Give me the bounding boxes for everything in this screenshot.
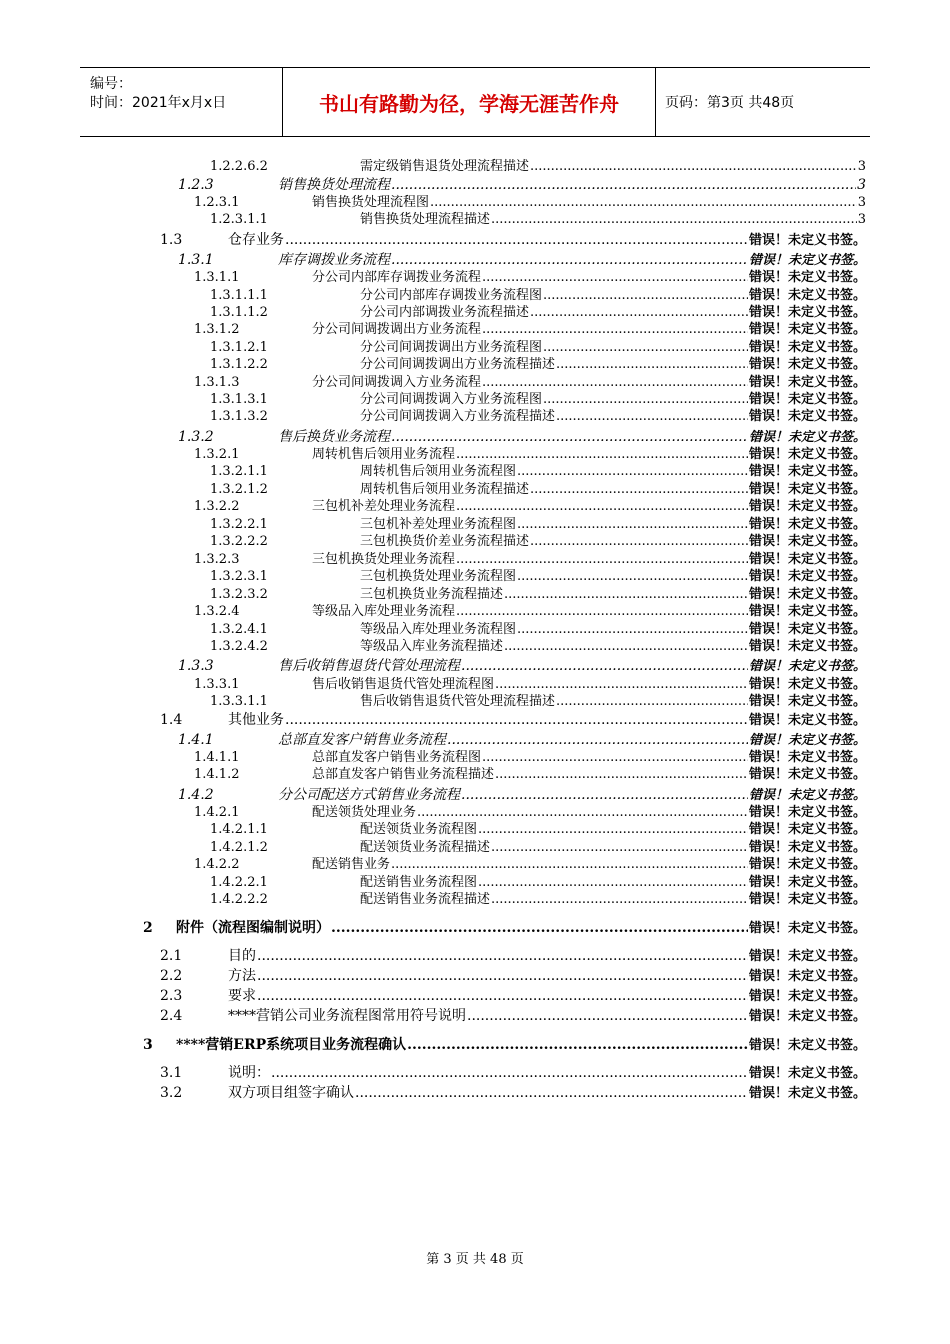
toc-entry-page: 错误！未定义书签。 <box>748 464 866 479</box>
toc-entry-title: 分公司间调拨调出方业务流程图 <box>360 340 543 355</box>
toc-entry-page: 错误！未定义书签。 <box>748 989 866 1004</box>
toc-leader-dots <box>482 374 748 392</box>
toc-entry-title: 配送领货业务流程图 <box>360 822 478 837</box>
toc-entry-page: 错误！未定义书签。 <box>748 430 866 445</box>
toc-entry-title: 分公司间调拨调入方业务流程图 <box>360 392 543 407</box>
toc-entry-page: 错误！未定义书签。 <box>748 840 866 855</box>
toc-entry-page: 错误！未定义书签。 <box>748 340 866 355</box>
toc-entry-number: 1.3.3.1.1 <box>210 694 268 709</box>
toc-leader-dots <box>430 194 857 212</box>
toc-entry-number: 1.4.2.2.1 <box>210 875 268 890</box>
toc-entry-title: 说明： <box>228 1065 270 1081</box>
toc-entry-title: 配送销售业务 <box>312 857 391 872</box>
toc-leader-dots <box>495 676 748 694</box>
toc-entry-number: 1.3.1.2.1 <box>210 340 268 355</box>
toc-entry-page: 错误！未定义书签。 <box>748 639 866 654</box>
toc-entry-page: 错误！未定义书签。 <box>748 857 866 872</box>
toc-entry-page: 错误！未定义书签。 <box>748 482 866 497</box>
toc-entry[interactable] <box>0 638 950 656</box>
toc-entry-number: 2.1 <box>160 948 183 964</box>
toc-entry[interactable] <box>0 786 950 804</box>
toc-entry-number: 1.3.2.1.2 <box>210 482 268 497</box>
toc-leader-dots <box>391 856 748 874</box>
toc-entry-title: 分公司间调拨调出方业务流程描述 <box>360 357 556 372</box>
toc-entry[interactable] <box>0 231 950 249</box>
toc-entry[interactable] <box>0 821 950 839</box>
toc-entry-title: 分公司间调拨调出方业务流程 <box>312 322 482 337</box>
doc-time-label: 时间：2021年x月x日 <box>90 95 227 111</box>
toc-leader-dots <box>407 1036 748 1054</box>
toc-entry[interactable] <box>0 891 950 909</box>
toc-entry[interactable] <box>0 749 950 767</box>
toc-entry-title: 分公司间调拨调入方业务流程 <box>312 375 482 390</box>
toc-leader-dots <box>391 251 748 269</box>
toc-entry-page: 错误！未定义书签。 <box>748 499 866 514</box>
toc-entry-page: 错误！未定义书签。 <box>748 677 866 692</box>
toc-entry[interactable] <box>0 586 950 604</box>
toc-leader-dots <box>556 408 748 426</box>
toc-entry-page: 错误！未定义书签。 <box>748 569 866 584</box>
toc-leader-dots <box>391 176 856 194</box>
toc-entry-title: 总部直发客户销售业务流程图 <box>312 750 482 765</box>
toc-leader-dots <box>417 804 748 822</box>
toc-entry[interactable] <box>0 391 950 409</box>
toc-entry-page: 错误！未定义书签。 <box>748 517 866 532</box>
toc-entry-number: 1.4.2.1 <box>194 805 240 820</box>
toc-entry-title: 其他业务 <box>228 712 284 728</box>
toc-leader-dots <box>257 947 748 965</box>
toc-leader-dots <box>530 481 748 499</box>
toc-leader-dots <box>285 231 748 249</box>
toc-entry-number: 3 <box>143 1037 153 1053</box>
toc-entry-number: 1.4.1.1 <box>194 750 240 765</box>
toc-entry-number: 1.4.1 <box>178 732 214 748</box>
toc-entry-page: 错误！未定义书签。 <box>748 375 866 390</box>
toc-entry-page: 错误！未定义书签。 <box>748 788 866 803</box>
toc-entry[interactable] <box>0 176 950 194</box>
toc-entry-number: 1.3.2.1.1 <box>210 464 268 479</box>
toc-leader-dots <box>530 158 857 176</box>
toc-entry-number: 1.2.3.1.1 <box>210 212 268 227</box>
toc-entry-number: 1.3.2.1 <box>194 447 240 462</box>
toc-entry-number: 1.3.1.3.1 <box>210 392 268 407</box>
toc-entry[interactable] <box>0 269 950 287</box>
toc-leader-dots <box>530 533 748 551</box>
toc-entry[interactable] <box>0 321 950 339</box>
toc-leader-dots <box>482 269 748 287</box>
toc-entry-page: 错误！未定义书签。 <box>748 1009 866 1024</box>
toc-entry[interactable] <box>0 856 950 874</box>
toc-leader-dots <box>556 356 748 374</box>
toc-entry-title: 三包机补差处理业务流程 <box>312 499 456 514</box>
toc-entry[interactable] <box>0 1064 950 1082</box>
toc-leader-dots <box>543 391 748 409</box>
toc-entry-number: 1.4 <box>160 712 183 728</box>
toc-entry-page: 错误！未定义书签。 <box>748 805 866 820</box>
toc-entry[interactable] <box>0 533 950 551</box>
toc-entry[interactable] <box>0 287 950 305</box>
toc-leader-dots <box>257 987 748 1005</box>
toc-entry-page: 3 <box>857 212 866 227</box>
toc-entry[interactable] <box>0 551 950 569</box>
toc-entry[interactable] <box>0 463 950 481</box>
toc-entry-number: 1.4.2.1.2 <box>210 840 268 855</box>
toc-entry-number: 1.3.2.2.1 <box>210 517 268 532</box>
toc-entry-title: 售后换货业务流程 <box>278 429 390 445</box>
toc-entry-number: 3.1 <box>160 1065 183 1081</box>
toc-entry-number: 1.3.2.3.2 <box>210 587 268 602</box>
toc-entry-number: 1.3.1.2.2 <box>210 357 268 372</box>
toc-entry-title: 方法 <box>228 968 256 984</box>
toc-entry-title: 分公司内部库存调拨业务流程图 <box>360 288 543 303</box>
toc-leader-dots <box>461 657 748 675</box>
page-header <box>80 67 870 137</box>
toc-entry[interactable] <box>0 839 950 857</box>
toc-entry-title: ****营销ERP系统项目业务流程确认 <box>176 1037 407 1053</box>
toc-entry-number: 1.3.2.3.1 <box>210 569 268 584</box>
toc-entry-title: 三包机换货业务流程描述 <box>360 587 504 602</box>
toc-leader-dots <box>517 568 748 586</box>
toc-entry[interactable] <box>0 1007 950 1025</box>
toc-entry-title: 三包机补差处理业务流程图 <box>360 517 517 532</box>
toc-entry[interactable] <box>0 446 950 464</box>
toc-entry-page: 错误！未定义书签。 <box>748 622 866 637</box>
toc-entry[interactable] <box>0 919 950 937</box>
toc-entry-page: 错误！未定义书签。 <box>748 409 866 424</box>
toc-entry-number: 3.2 <box>160 1085 183 1101</box>
toc-leader-dots <box>478 874 748 892</box>
toc-leader-dots <box>456 551 748 569</box>
toc-entry-page: 错误！未定义书签。 <box>748 552 866 567</box>
toc-entry-number: 1.3.2.4 <box>194 604 240 619</box>
toc-entry[interactable] <box>0 194 950 212</box>
toc-entry-title: 配送领货业务流程描述 <box>360 840 491 855</box>
header-meta <box>80 68 282 136</box>
toc-leader-dots <box>495 766 748 784</box>
toc-entry-number: 1.3.2.4.1 <box>210 622 268 637</box>
toc-entry[interactable] <box>0 428 950 446</box>
toc-leader-dots <box>271 1064 748 1082</box>
toc-entry-page: 错误！未定义书签。 <box>748 270 866 285</box>
toc-entry-title: 分公司配送方式销售业务流程 <box>278 787 460 803</box>
toc-entry-title: 销售换货处理流程 <box>278 177 390 193</box>
toc-entry-title: 分公司内部库存调拨业务流程 <box>312 270 482 285</box>
header-page-info: 页码：第3页 共48页 <box>665 95 795 111</box>
toc-entry[interactable] <box>0 676 950 694</box>
toc-leader-dots <box>491 211 857 229</box>
toc-entry-page: 错误！未定义书签。 <box>748 892 866 907</box>
toc-leader-dots <box>530 304 748 322</box>
toc-entry-number: 2.4 <box>160 1008 183 1024</box>
toc-leader-dots <box>257 967 748 985</box>
toc-leader-dots <box>456 498 748 516</box>
toc-entry[interactable] <box>0 603 950 621</box>
toc-leader-dots <box>456 446 748 464</box>
toc-entry-title: 总部直发客户销售业务流程 <box>278 732 446 748</box>
toc-entry-title: 三包机换货处理业务流程 <box>312 552 456 567</box>
toc-entry-page: 3 <box>857 195 866 210</box>
toc-entry-title: 总部直发客户销售业务流程描述 <box>312 767 495 782</box>
toc-entry-title: 等级品入库处理业务流程图 <box>360 622 517 637</box>
toc-entry[interactable] <box>0 211 950 229</box>
toc-entry-number: 1.3.1.3 <box>194 375 240 390</box>
toc-entry[interactable] <box>0 804 950 822</box>
toc-entry-page: 错误！未定义书签。 <box>748 822 866 837</box>
toc-entry-page: 错误！未定义书签。 <box>748 713 866 728</box>
toc-leader-dots <box>355 1084 748 1102</box>
toc-entry-number: 1.3.2.3 <box>194 552 240 567</box>
toc-entry-number: 1.2.3.1 <box>194 195 240 210</box>
toc-entry[interactable] <box>0 711 950 729</box>
toc-entry-title: 三包机换货处理业务流程图 <box>360 569 517 584</box>
toc-entry-number: 1.3.1.3.2 <box>210 409 268 424</box>
toc-entry[interactable] <box>0 356 950 374</box>
toc-leader-dots <box>447 731 748 749</box>
toc-entry-title: 分公司内部调拨业务流程描述 <box>360 305 530 320</box>
toc-leader-dots <box>491 891 748 909</box>
toc-entry-page: 错误！未定义书签。 <box>748 733 866 748</box>
toc-entry[interactable] <box>0 516 950 534</box>
toc-entry-number: 1.3.2.4.2 <box>210 639 268 654</box>
toc-leader-dots <box>461 786 748 804</box>
toc-entry-page: 错误！未定义书签。 <box>748 767 866 782</box>
toc-entry-page: 错误！未定义书签。 <box>748 1038 866 1053</box>
toc-entry-title: 周转机售后领用业务流程图 <box>360 464 517 479</box>
toc-entry-title: ****营销公司业务流程图常用符号说明 <box>228 1008 466 1024</box>
toc-entry-number: 1.3 <box>160 232 183 248</box>
toc-entry-number: 1.4.2 <box>178 787 214 803</box>
toc-entry-title: 售后收销售退货代管处理流程 <box>278 658 460 674</box>
toc-entry-number: 1.3.1.2 <box>194 322 240 337</box>
toc-leader-dots <box>491 839 748 857</box>
toc-entry-page: 错误！未定义书签。 <box>748 875 866 890</box>
toc-leader-dots <box>482 749 748 767</box>
toc-entry-title: 配送销售业务流程描述 <box>360 892 491 907</box>
toc-leader-dots <box>331 919 748 937</box>
toc-entry-number: 2.3 <box>160 988 183 1004</box>
toc-entry[interactable] <box>0 731 950 749</box>
toc-entry[interactable] <box>0 947 950 965</box>
toc-entry-number: 1.3.3 <box>178 658 214 674</box>
toc-entry-title: 等级品入库业务流程描述 <box>360 639 504 654</box>
toc-entry-title: 三包机换货价差业务流程描述 <box>360 534 530 549</box>
toc-entry-number: 1.3.1.1.2 <box>210 305 268 320</box>
toc-entry-number: 1.2.3 <box>178 177 214 193</box>
toc-leader-dots <box>556 693 748 711</box>
toc-entry-page: 错误！未定义书签。 <box>748 305 866 320</box>
toc-entry-page: 错误！未定义书签。 <box>748 750 866 765</box>
toc-entry-title: 周转机售后领用业务流程描述 <box>360 482 530 497</box>
toc-leader-dots <box>391 428 748 446</box>
toc-entry-title: 双方项目组签字确认 <box>228 1085 354 1101</box>
toc-entry-page: 错误！未定义书签。 <box>748 534 866 549</box>
toc-entry-title: 销售换货处理流程描述 <box>360 212 491 227</box>
toc-entry-page: 错误！未定义书签。 <box>748 447 866 462</box>
toc-entry-number: 1.3.1.1.1 <box>210 288 268 303</box>
toc-entry-page: 错误！未定义书签。 <box>748 392 866 407</box>
toc-entry[interactable] <box>0 766 950 784</box>
toc-entry-page: 错误！未定义书签。 <box>748 233 866 248</box>
toc-entry-number: 1.3.2.2 <box>194 499 240 514</box>
toc-entry-page: 错误！未定义书签。 <box>748 288 866 303</box>
toc-entry-title: 要求 <box>228 988 256 1004</box>
toc-entry-title: 附件（流程图编制说明） <box>176 920 330 936</box>
toc-entry[interactable] <box>0 657 950 675</box>
toc-entry-page: 错误！未定义书签。 <box>748 587 866 602</box>
toc-entry[interactable] <box>0 1036 950 1054</box>
header-motto: 书山有路勤为径，学海无涯苦作舟 <box>319 91 619 116</box>
toc-entry-number: 1.3.1.1 <box>194 270 240 285</box>
toc-leader-dots <box>482 321 748 339</box>
toc-entry-number: 2.2 <box>160 968 183 984</box>
toc-entry[interactable] <box>0 568 950 586</box>
toc-leader-dots <box>504 586 748 604</box>
toc-entry-title: 配送销售业务流程图 <box>360 875 478 890</box>
toc-entry-page: 错误！未定义书签。 <box>748 253 866 268</box>
toc-leader-dots <box>517 621 748 639</box>
toc-entry[interactable] <box>0 987 950 1005</box>
toc-entry-title: 仓存业务 <box>228 232 284 248</box>
toc-entry-page: 错误！未定义书签。 <box>748 1066 866 1081</box>
toc-entry-number: 1.3.1 <box>178 252 214 268</box>
toc-entry-title: 等级品入库处理业务流程 <box>312 604 456 619</box>
toc-entry-page: 错误！未定义书签。 <box>748 969 866 984</box>
toc-entry-number: 1.3.2 <box>178 429 214 445</box>
toc-entry[interactable] <box>0 967 950 985</box>
doc-code-label: 编号： <box>90 76 132 92</box>
toc-entry-title: 目的 <box>228 948 256 964</box>
toc-leader-dots <box>517 516 748 534</box>
toc-entry-page: 错误！未定义书签。 <box>748 604 866 619</box>
toc-entry[interactable] <box>0 874 950 892</box>
toc-entry-page: 错误！未定义书签。 <box>748 949 866 964</box>
toc-entry-number: 1.4.2.2.2 <box>210 892 268 907</box>
toc-entry-title: 分公司间调拨调入方业务流程描述 <box>360 409 556 424</box>
toc-leader-dots <box>517 463 748 481</box>
toc-entry-page: 错误！未定义书签。 <box>748 322 866 337</box>
toc-entry-title: 库存调拨业务流程 <box>278 252 390 268</box>
toc-entry-title: 需定级销售退货处理流程描述 <box>360 159 530 174</box>
toc-entry[interactable] <box>0 481 950 499</box>
toc-entry-title: 配送领货处理业务 <box>312 805 417 820</box>
toc-leader-dots <box>543 339 748 357</box>
toc-entry-title: 周转机售后领用业务流程 <box>312 447 456 462</box>
toc-leader-dots <box>478 821 748 839</box>
toc-entry-page: 错误！未定义书签。 <box>748 921 866 936</box>
toc-entry-page: 错误！未定义书签。 <box>748 659 866 674</box>
toc-entry[interactable] <box>0 158 950 176</box>
toc-entry[interactable] <box>0 304 950 322</box>
toc-entry-title: 售后收销售退货代管处理流程描述 <box>360 694 556 709</box>
page-footer: 第 3 页 共 48 页 <box>426 1252 524 1267</box>
toc-entry-page: 错误！未定义书签。 <box>748 357 866 372</box>
toc-leader-dots <box>285 711 748 729</box>
toc-entry-page: 错误！未定义书签。 <box>748 694 866 709</box>
toc-entry[interactable] <box>0 621 950 639</box>
toc-entry-number: 1.4.2.2 <box>194 857 240 872</box>
toc-entry[interactable] <box>0 1084 950 1102</box>
toc-entry[interactable] <box>0 693 950 711</box>
toc-entry-number: 2 <box>143 920 153 936</box>
toc-entry-page: 3 <box>857 159 866 174</box>
toc-entry-page: 3 <box>857 177 866 193</box>
toc-leader-dots <box>456 603 748 621</box>
toc-entry-number: 1.4.1.2 <box>194 767 240 782</box>
toc-entry[interactable] <box>0 498 950 516</box>
toc-entry-number: 1.3.3.1 <box>194 677 240 692</box>
toc-leader-dots <box>504 638 748 656</box>
toc-entry-number: 1.4.2.1.1 <box>210 822 268 837</box>
toc-leader-dots <box>543 287 748 305</box>
toc-entry-number: 1.2.2.6.2 <box>210 159 268 174</box>
toc-entry-title: 售后收销售退货代管处理流程图 <box>312 677 495 692</box>
toc-entry[interactable] <box>0 251 950 269</box>
toc-entry-page: 错误！未定义书签。 <box>748 1086 866 1101</box>
toc-entry-title: 销售换货处理流程图 <box>312 195 430 210</box>
toc-entry[interactable] <box>0 408 950 426</box>
toc-leader-dots <box>467 1007 748 1025</box>
toc-entry[interactable] <box>0 374 950 392</box>
header-divider <box>655 68 656 136</box>
toc-entry[interactable] <box>0 339 950 357</box>
toc-entry-number: 1.3.2.2.2 <box>210 534 268 549</box>
